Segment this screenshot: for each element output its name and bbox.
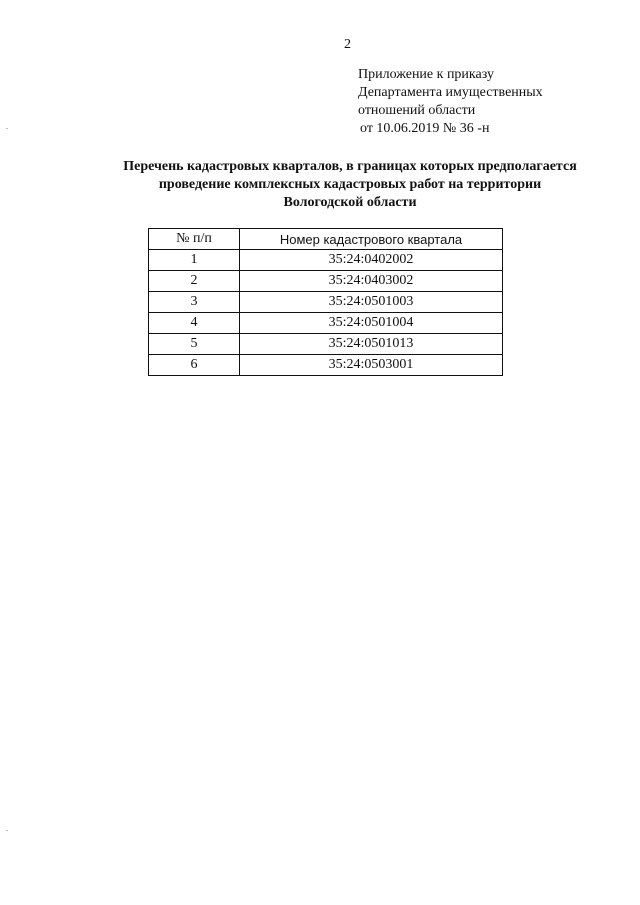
table-header-row [149,229,503,250]
page-number: 2 [344,37,351,52]
quarter-number: 35:24:0501003 [240,292,503,313]
table-row [149,355,503,376]
appendix-line: Приложение к приказу [358,67,494,82]
row-number: 6 [149,355,240,376]
scan-artifact [6,830,8,831]
cadastral-quarters-table [148,228,503,376]
table-row [149,250,503,271]
header-quarter-number: Номер кадастрового квартала [240,229,503,250]
quarter-number: 35:24:0501004 [240,313,503,334]
quarter-number: 35:24:0402002 [240,250,503,271]
quarter-number: 35:24:0503001 [240,355,503,376]
title-line: Вологодской области [283,195,417,210]
row-number: 4 [149,313,240,334]
document-title [90,158,610,212]
header-row-number: № п/п [149,229,240,250]
scan-artifact [6,128,8,129]
appendix-order-date: от 10.06.2019 № 36 -н [360,121,490,136]
table-row [149,271,503,292]
title-line: проведение комплексных кадастровых работ на территории [158,177,542,192]
table-row [149,334,503,355]
appendix-line: Департамента имущественных [358,85,543,100]
row-number: 1 [149,250,240,271]
row-number: 5 [149,334,240,355]
table-row [149,292,503,313]
row-number: 3 [149,292,240,313]
appendix-line: отношений области [358,103,476,118]
row-number: 2 [149,271,240,292]
quarter-number: 35:24:0403002 [240,271,503,292]
table-row [149,313,503,334]
title-line: Перечень кадастровых кварталов, в границах которых предполагается [123,159,577,174]
quarter-number: 35:24:0501013 [240,334,503,355]
appendix-header [358,66,543,138]
